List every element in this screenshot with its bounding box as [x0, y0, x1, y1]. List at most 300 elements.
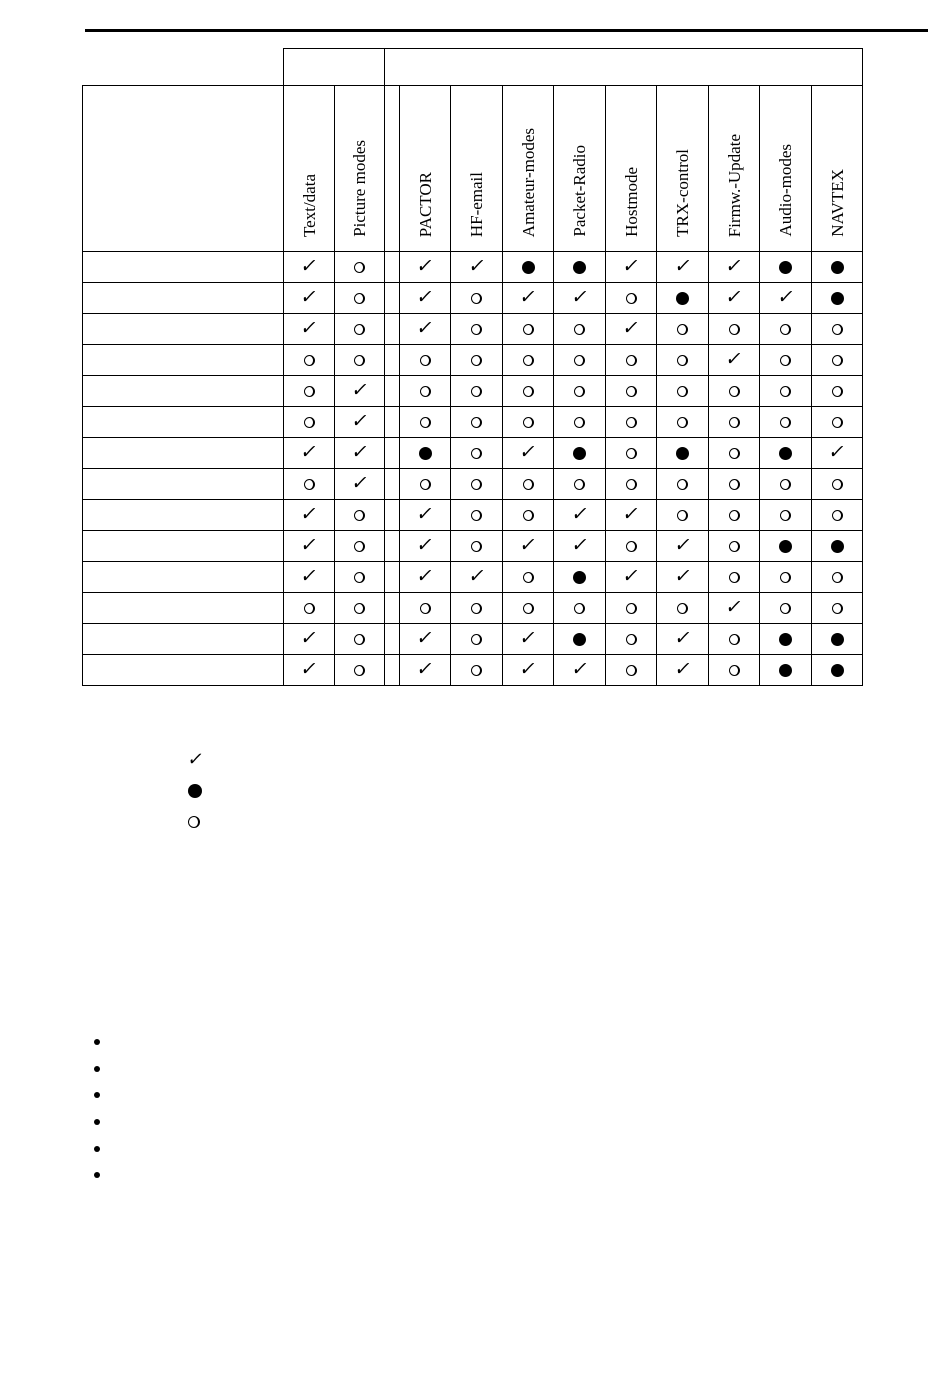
- spacer-cell: [385, 593, 400, 624]
- bullet-item: [88, 1162, 114, 1189]
- support-cell-trx-control: [657, 593, 709, 624]
- empty-circle-icon: [354, 262, 365, 273]
- bullet-item: [88, 1056, 114, 1083]
- check-mark-icon: ✓: [569, 534, 590, 556]
- empty-circle-icon: [574, 324, 585, 335]
- row-label: [83, 376, 284, 407]
- support-cell-firmw-update: [709, 252, 760, 283]
- support-cell-firmw-update: [709, 283, 760, 314]
- support-cell-pactor: [400, 252, 451, 283]
- support-cell-hf-email: [451, 593, 503, 624]
- check-mark-icon: ✓: [414, 534, 436, 556]
- check-mark-icon: ✓: [723, 596, 745, 618]
- empty-circle-icon: [626, 448, 637, 459]
- support-cell-amateur-modes: [503, 438, 554, 469]
- empty-circle-icon: [523, 603, 534, 614]
- filled-circle-icon: [779, 633, 792, 646]
- support-cell-amateur-modes: [503, 252, 554, 283]
- support-cell-hf-email: [451, 624, 503, 655]
- empty-circle-icon: [626, 603, 637, 614]
- support-cell-firmw-update: [709, 593, 760, 624]
- empty-circle-icon: [304, 479, 315, 490]
- support-cell-picture-modes: [335, 345, 385, 376]
- check-mark-icon: ✓: [298, 658, 320, 680]
- empty-circle-icon: [626, 634, 637, 645]
- support-cell-firmw-update: [709, 531, 760, 562]
- check-mark-icon: ✓: [672, 627, 693, 649]
- support-cell-packet-radio: [554, 407, 606, 438]
- empty-circle-icon: [471, 479, 482, 490]
- support-cell-navtex: [812, 624, 863, 655]
- filled-circle-icon: [831, 664, 844, 677]
- support-cell-text-data: [284, 407, 335, 438]
- spacer-cell: [385, 655, 400, 686]
- empty-circle-icon: [574, 355, 585, 366]
- support-cell-firmw-update: [709, 624, 760, 655]
- filled-circle-icon: [419, 447, 432, 460]
- filled-circle-icon: [779, 664, 792, 677]
- support-cell-picture-modes: [335, 655, 385, 686]
- filled-circle-icon: [522, 261, 535, 274]
- support-cell-pactor: [400, 562, 451, 593]
- support-cell-picture-modes: [335, 469, 385, 500]
- empty-circle-icon: [677, 603, 688, 614]
- support-cell-amateur-modes: [503, 407, 554, 438]
- check-mark-icon: ✓: [349, 379, 370, 401]
- empty-circle-icon: [420, 417, 431, 428]
- row-label: [83, 252, 284, 283]
- empty-circle-icon: [574, 386, 585, 397]
- support-cell-packet-radio: [554, 500, 606, 531]
- column-header-pactor: [400, 86, 451, 252]
- row-label: [83, 593, 284, 624]
- check-mark-icon: ✓: [466, 255, 487, 277]
- row-label: [83, 624, 284, 655]
- support-cell-hostmode: [606, 469, 657, 500]
- blank-corner-cell: [83, 49, 284, 86]
- empty-circle-icon: [471, 293, 482, 304]
- support-cell-pactor: [400, 345, 451, 376]
- check-mark-icon: ✓: [620, 317, 642, 339]
- table-row: [83, 593, 863, 624]
- support-cell-hostmode: [606, 655, 657, 686]
- group-header-left: [284, 49, 385, 86]
- spacer-header-cell: [385, 86, 400, 252]
- spacer-cell: [385, 624, 400, 655]
- filled-circle-icon: [831, 633, 844, 646]
- support-cell-navtex: [812, 283, 863, 314]
- empty-circle-icon: [780, 479, 791, 490]
- support-cell-trx-control: [657, 252, 709, 283]
- support-cell-pactor: [400, 438, 451, 469]
- support-cell-packet-radio: [554, 469, 606, 500]
- column-header-label: Audio-modes: [776, 144, 795, 237]
- support-cell-firmw-update: [709, 500, 760, 531]
- check-mark-icon: ✓: [826, 441, 848, 463]
- table-row: [83, 283, 863, 314]
- empty-circle-icon: [832, 386, 843, 397]
- support-cell-audio-modes: [760, 562, 812, 593]
- support-cell-picture-modes: [335, 593, 385, 624]
- support-cell-pactor: [400, 655, 451, 686]
- column-header-text-data: [284, 86, 335, 252]
- empty-circle-icon: [677, 324, 688, 335]
- spacer-cell: [385, 500, 400, 531]
- support-cell-trx-control: [657, 531, 709, 562]
- column-header-packet-radio: [554, 86, 606, 252]
- support-cell-firmw-update: [709, 562, 760, 593]
- table-row: [83, 624, 863, 655]
- empty-circle-icon: [677, 355, 688, 366]
- check-mark-icon: ✓: [414, 565, 436, 587]
- support-cell-amateur-modes: [503, 314, 554, 345]
- empty-circle-icon: [677, 386, 688, 397]
- empty-circle-icon: [523, 417, 534, 428]
- empty-circle-icon: [420, 479, 431, 490]
- check-mark-icon: ✓: [517, 286, 539, 308]
- empty-circle-icon: [780, 355, 791, 366]
- support-cell-amateur-modes: [503, 283, 554, 314]
- support-cell-hf-email: [451, 376, 503, 407]
- support-cell-navtex: [812, 314, 863, 345]
- empty-circle-icon: [780, 417, 791, 428]
- support-cell-amateur-modes: [503, 593, 554, 624]
- table-row: [83, 655, 863, 686]
- support-cell-firmw-update: [709, 345, 760, 376]
- check-mark-icon: ✓: [298, 317, 320, 339]
- support-cell-hf-email: [451, 469, 503, 500]
- bullet-list: [88, 1029, 114, 1189]
- support-cell-text-data: [284, 314, 335, 345]
- empty-circle-icon: [574, 603, 585, 614]
- column-header-label: Picture modes: [350, 140, 369, 237]
- empty-circle-icon: [354, 510, 365, 521]
- support-cell-audio-modes: [760, 407, 812, 438]
- filled-circle-icon: [676, 447, 689, 460]
- support-cell-hostmode: [606, 562, 657, 593]
- support-cell-audio-modes: [760, 500, 812, 531]
- column-header-hf-email: [451, 86, 503, 252]
- empty-circle-icon: [471, 417, 482, 428]
- support-cell-picture-modes: [335, 252, 385, 283]
- support-cell-pactor: [400, 407, 451, 438]
- check-mark-icon: ✓: [185, 748, 206, 770]
- support-cell-packet-radio: [554, 531, 606, 562]
- empty-circle-icon: [354, 541, 365, 552]
- support-cell-trx-control: [657, 438, 709, 469]
- spacer-cell: [385, 407, 400, 438]
- support-cell-text-data: [284, 593, 335, 624]
- support-cell-firmw-update: [709, 655, 760, 686]
- support-cell-navtex: [812, 376, 863, 407]
- table-row: [83, 500, 863, 531]
- check-mark-icon: ✓: [517, 441, 539, 463]
- check-mark-icon: ✓: [620, 503, 642, 525]
- support-cell-hostmode: [606, 345, 657, 376]
- group-header-right: [385, 49, 863, 86]
- support-cell-navtex: [812, 655, 863, 686]
- empty-circle-icon: [304, 603, 315, 614]
- support-cell-amateur-modes: [503, 562, 554, 593]
- legend-item: [185, 744, 213, 775]
- page-top-rule: [85, 29, 928, 32]
- support-cell-audio-modes: [760, 624, 812, 655]
- empty-circle-icon: [677, 417, 688, 428]
- support-cell-hostmode: [606, 407, 657, 438]
- support-cell-picture-modes: [335, 407, 385, 438]
- support-cell-firmw-update: [709, 407, 760, 438]
- support-cell-packet-radio: [554, 345, 606, 376]
- support-cell-trx-control: [657, 376, 709, 407]
- support-cell-text-data: [284, 345, 335, 376]
- empty-circle-icon: [729, 324, 740, 335]
- support-cell-trx-control: [657, 283, 709, 314]
- empty-circle-icon: [354, 355, 365, 366]
- support-cell-pactor: [400, 283, 451, 314]
- support-cell-trx-control: [657, 562, 709, 593]
- empty-circle-icon: [354, 634, 365, 645]
- check-mark-icon: ✓: [569, 658, 590, 680]
- empty-circle-icon: [471, 386, 482, 397]
- bullet-item: [88, 1109, 114, 1136]
- matrix-body: [83, 252, 863, 686]
- empty-circle-icon: [471, 448, 482, 459]
- empty-circle-icon: [780, 324, 791, 335]
- filled-circle-icon: [573, 261, 586, 274]
- support-cell-pactor: [400, 469, 451, 500]
- column-header-label: Firmw.-Update: [724, 133, 744, 237]
- empty-circle-icon: [471, 324, 482, 335]
- filled-circle-icon: [831, 292, 844, 305]
- spacer-cell: [385, 345, 400, 376]
- support-cell-audio-modes: [760, 314, 812, 345]
- support-cell-picture-modes: [335, 500, 385, 531]
- empty-circle-icon: [354, 572, 365, 583]
- check-mark-icon: ✓: [349, 441, 370, 463]
- column-header-label: Hostmode: [621, 167, 641, 237]
- empty-circle-icon: [471, 665, 482, 676]
- support-cell-picture-modes: [335, 531, 385, 562]
- filled-circle-icon: [573, 447, 586, 460]
- check-mark-icon: ✓: [414, 627, 436, 649]
- compatibility-matrix: [82, 48, 863, 686]
- empty-circle-icon: [523, 479, 534, 490]
- support-cell-firmw-update: [709, 469, 760, 500]
- empty-circle-icon: [626, 541, 637, 552]
- empty-circle-icon: [729, 448, 740, 459]
- check-mark-icon: ✓: [672, 658, 693, 680]
- support-cell-pactor: [400, 593, 451, 624]
- check-mark-icon: ✓: [517, 658, 539, 680]
- support-cell-navtex: [812, 469, 863, 500]
- table-row: [83, 314, 863, 345]
- table-row: [83, 531, 863, 562]
- row-label: [83, 345, 284, 376]
- support-cell-firmw-update: [709, 314, 760, 345]
- empty-circle-icon: [304, 386, 315, 397]
- filled-circle-icon: [831, 540, 844, 553]
- support-cell-trx-control: [657, 407, 709, 438]
- empty-circle-icon: [188, 816, 200, 828]
- support-cell-hf-email: [451, 407, 503, 438]
- column-header-label: Text/data: [299, 173, 319, 237]
- support-cell-hf-email: [451, 531, 503, 562]
- empty-circle-icon: [626, 293, 637, 304]
- empty-circle-icon: [729, 386, 740, 397]
- filled-circle-icon: [573, 633, 586, 646]
- support-cell-picture-modes: [335, 624, 385, 655]
- empty-circle-icon: [832, 510, 843, 521]
- support-cell-navtex: [812, 500, 863, 531]
- column-header-firmw-update: [709, 86, 760, 252]
- check-mark-icon: ✓: [569, 286, 590, 308]
- support-cell-picture-modes: [335, 376, 385, 407]
- row-label-header: [83, 86, 284, 252]
- table-row: [83, 438, 863, 469]
- support-cell-hf-email: [451, 314, 503, 345]
- empty-circle-icon: [471, 634, 482, 645]
- support-cell-navtex: [812, 531, 863, 562]
- empty-circle-icon: [354, 603, 365, 614]
- support-cell-audio-modes: [760, 283, 812, 314]
- support-cell-hf-email: [451, 252, 503, 283]
- empty-circle-icon: [354, 293, 365, 304]
- check-mark-icon: ✓: [517, 627, 539, 649]
- support-cell-trx-control: [657, 314, 709, 345]
- support-cell-amateur-modes: [503, 500, 554, 531]
- empty-circle-icon: [832, 603, 843, 614]
- support-cell-pactor: [400, 314, 451, 345]
- support-cell-text-data: [284, 624, 335, 655]
- support-cell-trx-control: [657, 655, 709, 686]
- empty-circle-icon: [626, 479, 637, 490]
- row-label: [83, 407, 284, 438]
- support-cell-text-data: [284, 376, 335, 407]
- support-cell-trx-control: [657, 469, 709, 500]
- spacer-cell: [385, 252, 400, 283]
- empty-circle-icon: [420, 386, 431, 397]
- column-header-audio-modes: [760, 86, 812, 252]
- support-cell-packet-radio: [554, 314, 606, 345]
- empty-circle-icon: [780, 603, 791, 614]
- support-cell-amateur-modes: [503, 376, 554, 407]
- check-mark-icon: ✓: [672, 565, 693, 587]
- check-mark-icon: ✓: [298, 503, 320, 525]
- filled-circle-icon: [188, 784, 202, 798]
- empty-circle-icon: [354, 665, 365, 676]
- support-cell-audio-modes: [760, 469, 812, 500]
- support-cell-hostmode: [606, 283, 657, 314]
- support-cell-navtex: [812, 252, 863, 283]
- support-cell-hf-email: [451, 438, 503, 469]
- support-cell-firmw-update: [709, 376, 760, 407]
- check-mark-icon: ✓: [517, 534, 539, 556]
- table-row: [83, 345, 863, 376]
- support-cell-amateur-modes: [503, 624, 554, 655]
- support-cell-text-data: [284, 438, 335, 469]
- spacer-cell: [385, 314, 400, 345]
- row-label: [83, 531, 284, 562]
- support-cell-audio-modes: [760, 252, 812, 283]
- empty-circle-icon: [304, 417, 315, 428]
- column-header-hostmode: [606, 86, 657, 252]
- column-header-trx-control: [657, 86, 709, 252]
- check-mark-icon: ✓: [569, 503, 590, 525]
- row-label: [83, 562, 284, 593]
- empty-circle-icon: [780, 572, 791, 583]
- bullet-dot-icon: [94, 1092, 100, 1098]
- empty-circle-icon: [523, 355, 534, 366]
- spacer-cell: [385, 531, 400, 562]
- support-cell-packet-radio: [554, 376, 606, 407]
- row-label: [83, 438, 284, 469]
- spacer-cell: [385, 438, 400, 469]
- empty-circle-icon: [677, 479, 688, 490]
- empty-circle-icon: [729, 634, 740, 645]
- support-cell-navtex: [812, 562, 863, 593]
- support-cell-hostmode: [606, 438, 657, 469]
- check-mark-icon: ✓: [414, 255, 436, 277]
- empty-circle-icon: [574, 417, 585, 428]
- check-mark-icon: ✓: [723, 255, 745, 277]
- support-cell-navtex: [812, 345, 863, 376]
- filled-circle-icon: [779, 261, 792, 274]
- column-header-navtex: [812, 86, 863, 252]
- empty-circle-icon: [523, 572, 534, 583]
- support-cell-amateur-modes: [503, 345, 554, 376]
- empty-circle-icon: [574, 479, 585, 490]
- support-cell-amateur-modes: [503, 531, 554, 562]
- row-label: [83, 314, 284, 345]
- check-mark-icon: ✓: [414, 503, 436, 525]
- filled-circle-icon: [573, 571, 586, 584]
- column-header-label: HF-email: [467, 171, 486, 237]
- support-cell-text-data: [284, 252, 335, 283]
- support-cell-text-data: [284, 500, 335, 531]
- support-cell-navtex: [812, 438, 863, 469]
- legend-item: [188, 806, 213, 837]
- check-mark-icon: ✓: [349, 410, 370, 432]
- group-header-row: [83, 49, 863, 86]
- bullet-dot-icon: [94, 1066, 100, 1072]
- support-cell-audio-modes: [760, 438, 812, 469]
- empty-circle-icon: [832, 572, 843, 583]
- support-cell-packet-radio: [554, 283, 606, 314]
- empty-circle-icon: [729, 665, 740, 676]
- empty-circle-icon: [729, 510, 740, 521]
- column-header-amateur-modes: [503, 86, 554, 252]
- check-mark-icon: ✓: [672, 534, 693, 556]
- filled-circle-icon: [779, 447, 792, 460]
- support-cell-picture-modes: [335, 283, 385, 314]
- empty-circle-icon: [780, 510, 791, 521]
- support-cell-navtex: [812, 407, 863, 438]
- row-label: [83, 500, 284, 531]
- table-row: [83, 469, 863, 500]
- check-mark-icon: ✓: [298, 627, 320, 649]
- empty-circle-icon: [832, 324, 843, 335]
- row-label: [83, 283, 284, 314]
- empty-circle-icon: [677, 510, 688, 521]
- bullet-item: [88, 1082, 114, 1109]
- support-cell-hostmode: [606, 593, 657, 624]
- check-mark-icon: ✓: [298, 565, 320, 587]
- support-cell-picture-modes: [335, 562, 385, 593]
- support-cell-hostmode: [606, 624, 657, 655]
- check-mark-icon: ✓: [298, 534, 320, 556]
- check-mark-icon: ✓: [298, 286, 320, 308]
- check-mark-icon: ✓: [298, 255, 320, 277]
